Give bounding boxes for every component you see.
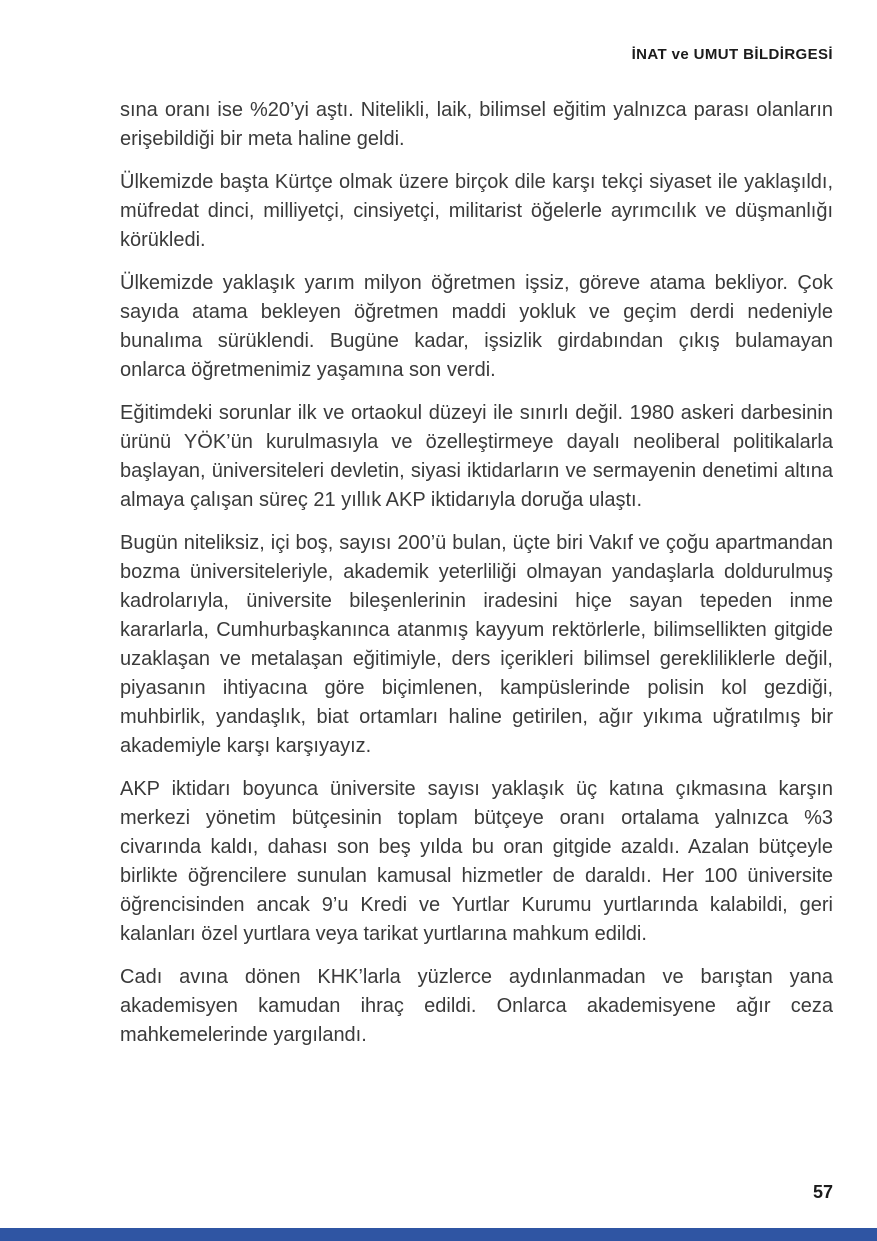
paragraph: Eğitimdeki sorunlar ilk ve ortaokul düzeyi ile sınırlı değil. 1980 askeri darbesinin ürünü YÖK’ün kurulmasıyla ve özelleştirmeye dayalı neoliberal politikalarla başlayan, üniversiteleri devletin, siyasi iktidarların ve sermayenin denetimi altına almaya çalışan süreç 21 yıllık AKP iktidarıyla doruğa ulaştı. <box>120 402 833 511</box>
paragraph: Ülkemizde başta Kürtçe olmak üzere birçok dile karşı tekçi siyaset ile yaklaşıldı, müfredat dinci, milliyetçi, cinsiyetçi, militarist öğelerle ayrımcılık ve düşmanlığı körükledi. <box>120 171 833 251</box>
body-text <box>120 96 833 1064</box>
page-number: 57 <box>812 1182 833 1202</box>
paragraph: Bugün niteliksiz, içi boş, sayısı 200’ü bulan, üçte biri Vakıf ve çoğu apartmandan bozma üniversiteleriyle, akademik yeterliliği olmayan yandaşlarla doldurulmuş kadrolarıyla, üniversite bileşenlerinin iradesini hiçe sayan tepeden inme kararlarla, Cumhurbaşkanınca atanmış kayyum rektörlerle, bilimsellikten gitgide uzaklaşan ve metalaşan eğitimiyle, ders içerikleri bilimsel gerekliliklerle değil, piyasanın ihtiyacına göre biçimlenen, kampüslerinde polisin kol gezdiği, muhbirlik, yandaşlık, biat ortamları haline getirilen, ağır yıkıma uğratılmış bir akademiyle karşı karşıyayız. <box>120 532 833 757</box>
footer-accent-bar <box>0 1228 877 1241</box>
paragraph: sına oranı ise %20’yi aştı. Nitelikli, laik, bilimsel eğitim yalnızca parası olanların erişebildiği bir meta haline geldi. <box>120 99 833 150</box>
paragraph: Cadı avına dönen KHK’larla yüzlerce aydınlanmadan ve barıştan yana akademisyen kamudan ihraç edildi. Onlarca akademisyene ağır ceza mahkemelerinde yargılandı. <box>120 966 833 1046</box>
paragraph: AKP iktidarı boyunca üniversite sayısı yaklaşık üç katına çıkmasına karşın merkezi yönetim bütçesinin toplam bütçeye oranı ortalama yalnızca %3 civarında kaldı, dahası son beş yılda bu oran gitgide azaldı. Azalan bütçeyle birlikte öğrencilere sunulan kamusal hizmetler de daraldı. Her 100 üniversite öğrencisinden ancak 9’u Kredi ve Yurtlar Kurumu yurtlarında kalabildi, geri kalanları özel yurtlara veya tarikat yurtlarına mahkum edildi. <box>120 778 833 945</box>
paragraph: Ülkemizde yaklaşık yarım milyon öğretmen işsiz, göreve atama bekliyor. Çok sayıda atama bekleyen öğretmen maddi yokluk ve geçim derdi nedeniyle bunalıma sürüklendi. Bugüne kadar, işsizlik girdabından çıkış bulamayan onlarca öğretmenimiz yaşamına son verdi. <box>120 272 833 381</box>
running-header: İNAT ve UMUT BİLDİRGESİ <box>631 46 833 63</box>
